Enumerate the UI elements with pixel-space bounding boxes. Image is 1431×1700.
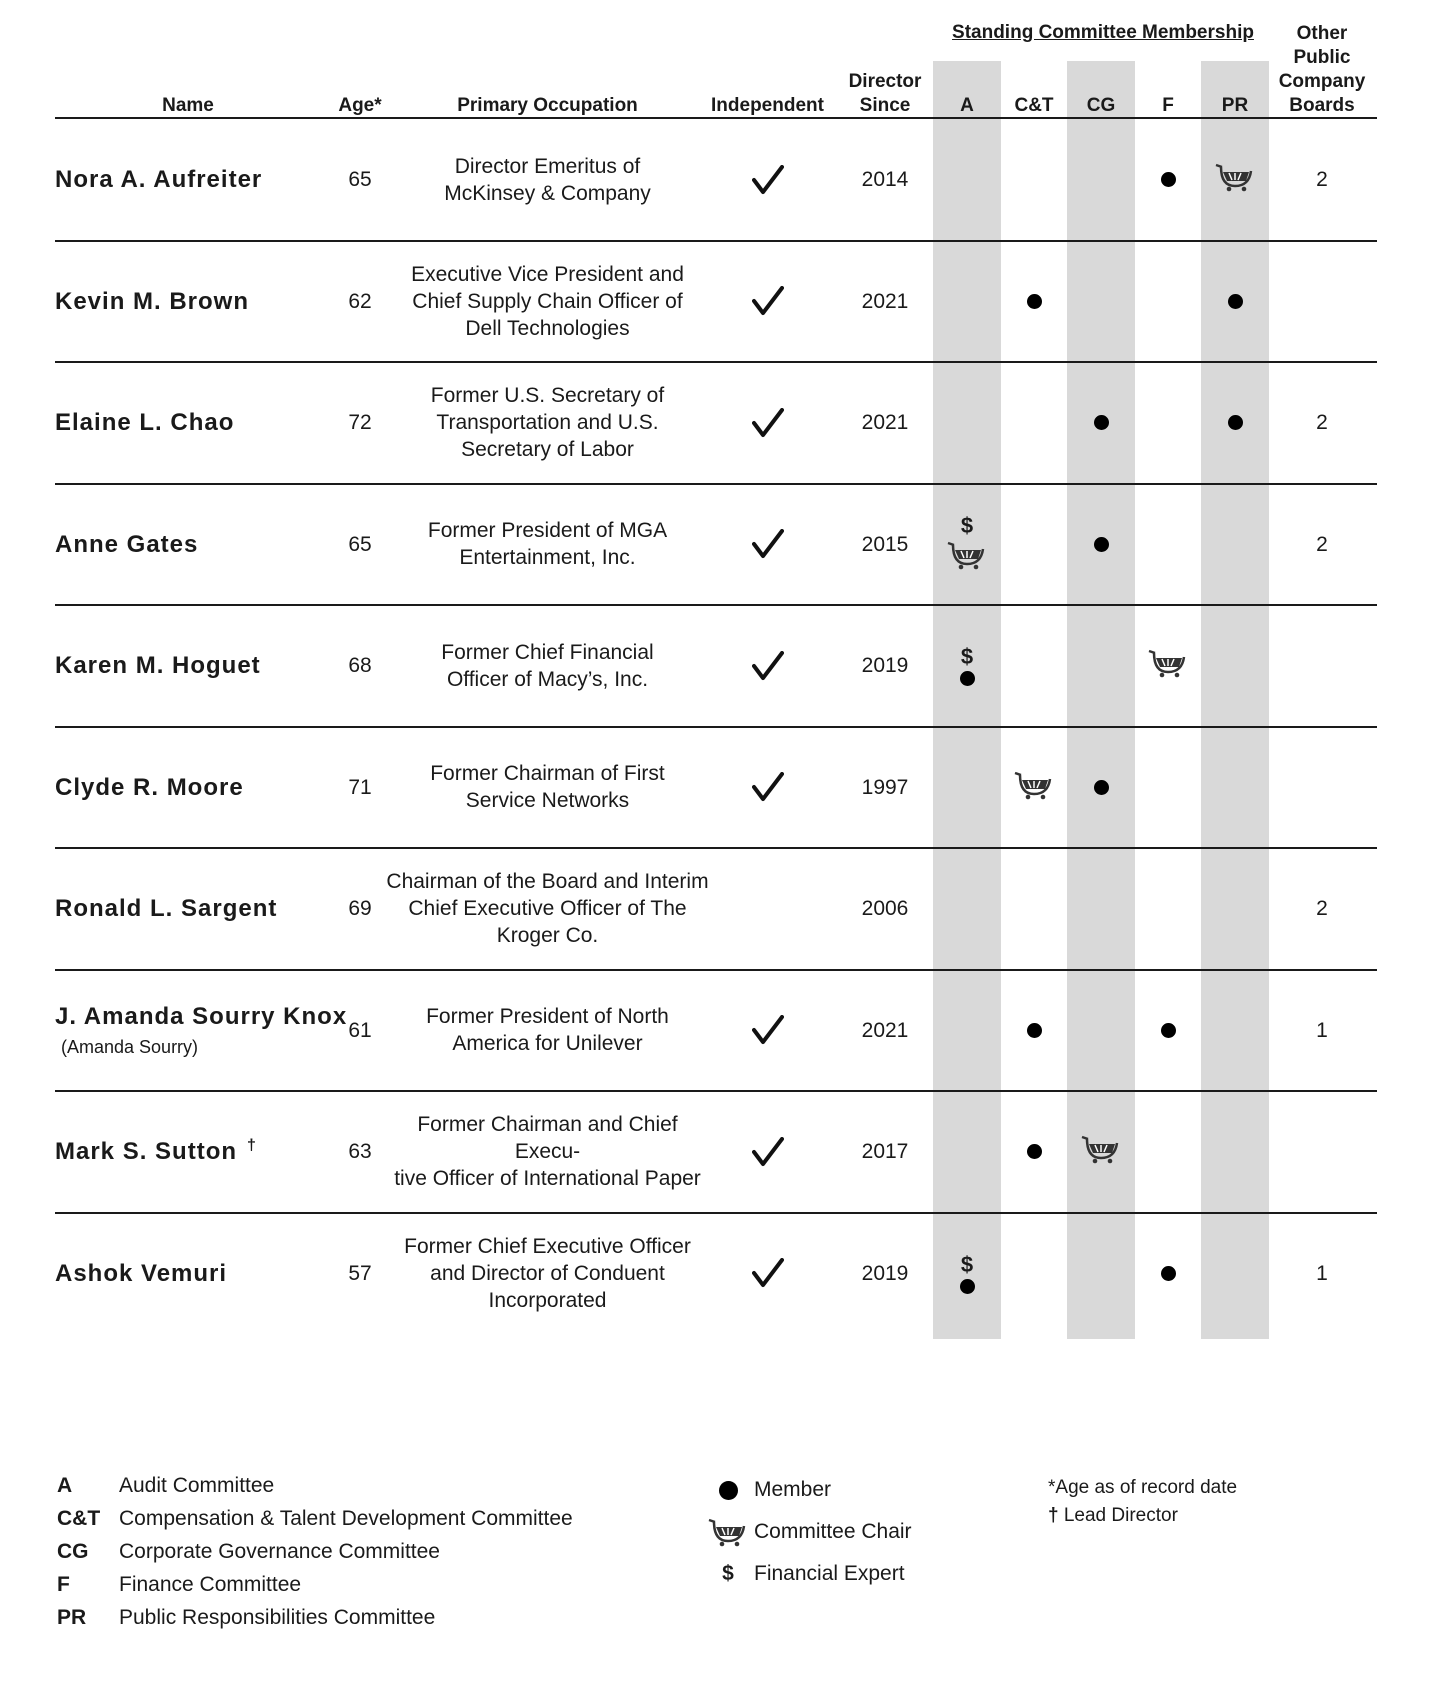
member-dot-icon <box>960 671 975 686</box>
director-name: Clyde R. Moore <box>55 773 244 801</box>
header-independent: Independent <box>711 95 824 116</box>
dollar-icon: $ <box>722 1562 734 1585</box>
legend-member: Member <box>702 1469 1002 1511</box>
other-boards-count: 2 <box>1316 532 1328 556</box>
director-row <box>0 970 1431 1092</box>
director-since: 2015 <box>861 532 909 556</box>
director-occupation: Executive Vice President and Chief Supply Chain Officer of Dell Technologies <box>411 262 684 340</box>
committee-cell-cg <box>1067 241 1135 363</box>
committee-cell-ct <box>1000 362 1068 484</box>
committee-cell-pr <box>1201 362 1269 484</box>
legend-item: A Audit Committee <box>57 1474 275 1497</box>
committee-cell-cg <box>1067 605 1135 727</box>
member-dot-icon <box>1094 780 1109 795</box>
director-age: 65 <box>348 168 372 192</box>
committee-cell-ct <box>1000 848 1068 970</box>
committee-legend <box>57 1469 677 1634</box>
committee-cell-cg <box>1067 1213 1135 1335</box>
committee-cell-f <box>1134 605 1202 727</box>
director-occupation: Former President of North America for Unilever <box>426 1005 669 1056</box>
director-age: 57 <box>348 1261 372 1285</box>
chair-icon <box>1148 648 1188 683</box>
committee-cell-f <box>1134 362 1202 484</box>
director-since: 2019 <box>861 1261 909 1285</box>
committee-cell-f <box>1134 848 1202 970</box>
director-since: 2006 <box>861 897 909 921</box>
director-age: 61 <box>348 1018 372 1042</box>
checkmark-icon <box>752 651 784 681</box>
header-f: F <box>1162 95 1174 116</box>
member-dot-icon <box>1094 415 1109 430</box>
lead-director-dagger: † <box>247 1137 257 1155</box>
age-note: *Age as of record date <box>1048 1477 1238 1498</box>
header-director-since: Director Since <box>848 71 922 116</box>
other-boards-count: 1 <box>1316 1261 1328 1285</box>
other-boards-count: 1 <box>1316 1018 1328 1042</box>
legend-item: CG Corporate Governance Committee <box>57 1540 440 1563</box>
committee-cell-ct <box>1000 1213 1068 1335</box>
director-occupation: Former Chief Financial Officer of Macy’s, Inc. <box>441 640 654 691</box>
member-dot-icon <box>1027 294 1042 309</box>
committee-cell-pr <box>1201 970 1269 1092</box>
member-dot-icon <box>1161 1023 1176 1038</box>
committee-cell-f <box>1134 727 1202 849</box>
director-age: 71 <box>348 775 372 799</box>
committee-cell-pr <box>1201 605 1269 727</box>
director-name: Ronald L. Sargent <box>55 895 278 923</box>
director-row <box>0 362 1431 484</box>
dollar-icon: $ <box>960 512 974 538</box>
director-name: Mark S. Sutton † <box>55 1137 257 1166</box>
chair-icon <box>1081 1134 1121 1169</box>
committee-cell-pr <box>1201 727 1269 849</box>
director-occupation: Director Emeritus of McKinsey & Company <box>444 154 651 205</box>
committee-cell-ct <box>1000 727 1068 849</box>
other-boards-count <box>1282 1091 1362 1213</box>
committee-cell-a <box>933 1091 1001 1213</box>
director-since: 2017 <box>861 1140 909 1164</box>
lead-director-note: † Lead Director <box>1048 1505 1178 1526</box>
committee-cell-f <box>1134 1213 1202 1335</box>
legend-chair: Committee Chair <box>702 1511 1002 1553</box>
director-since: 1997 <box>861 775 909 799</box>
independent-check <box>740 1091 795 1213</box>
director-occupation: Former President of MGA Entertainment, Inc. <box>427 519 668 570</box>
director-age: 63 <box>348 1140 372 1164</box>
committee-cell-cg <box>1067 484 1135 606</box>
director-since: 2021 <box>861 289 909 313</box>
member-dot-icon <box>1161 172 1176 187</box>
committee-cell-a <box>933 848 1001 970</box>
committee-cell-cg <box>1067 727 1135 849</box>
director-since: 2019 <box>861 654 909 678</box>
member-dot-icon <box>1228 294 1243 309</box>
chair-icon <box>1014 770 1054 805</box>
committee-cell-f <box>1134 970 1202 1092</box>
director-age: 65 <box>348 532 372 556</box>
dollar-icon: $ <box>960 1251 974 1277</box>
committee-cell-f <box>1134 119 1202 241</box>
director-row <box>0 484 1431 606</box>
dollar-icon: $ <box>960 644 974 670</box>
independent-check <box>740 970 795 1092</box>
checkmark-icon <box>752 1258 784 1288</box>
legend-item: PR Public Responsibilities Committee <box>57 1606 436 1629</box>
legend-expert: $ Financial Expert <box>702 1553 1002 1595</box>
director-name: Nora A. Aufreiter <box>55 166 263 194</box>
other-boards-count: 2 <box>1316 411 1328 435</box>
committee-cell-a <box>933 605 1001 727</box>
header-occupation: Primary Occupation <box>457 95 638 116</box>
member-dot-icon <box>1228 415 1243 430</box>
header-cg: CG <box>1086 95 1116 116</box>
director-name: Kevin M. Brown <box>55 287 250 315</box>
standing-committee-title: Standing Committee Membership <box>952 22 1254 43</box>
committee-cell-pr <box>1201 1213 1269 1335</box>
director-row <box>0 119 1431 241</box>
director-occupation: Chairman of the Board and Interim Chief Executive Officer of The Kroger Co. <box>386 870 709 948</box>
director-row <box>0 1213 1431 1335</box>
chair-icon <box>702 1517 754 1547</box>
director-row <box>0 1091 1431 1213</box>
committee-cell-pr <box>1201 1091 1269 1213</box>
legend-item: C&T Compensation & Talent Development Committee <box>57 1507 573 1530</box>
independent-check <box>740 484 795 606</box>
director-occupation: Former Chairman of First Service Networks <box>430 762 665 813</box>
committee-cell-cg <box>1067 1091 1135 1213</box>
independent-check <box>740 605 795 727</box>
director-occupation: Former Chairman and Chief Execu- tive Officer of International Paper <box>394 1113 701 1191</box>
member-dot-icon <box>960 1279 975 1294</box>
director-age: 69 <box>348 897 372 921</box>
independent-check <box>740 362 795 484</box>
director-row <box>0 727 1431 849</box>
director-alias: (Amanda Sourry) <box>61 1037 199 1058</box>
director-name: Anne Gates <box>55 530 199 558</box>
director-row <box>0 605 1431 727</box>
header-ct: C&T <box>1014 95 1054 116</box>
director-name: Karen M. Hoguet <box>55 652 261 680</box>
member-dot-icon <box>1027 1023 1042 1038</box>
member-dot-icon <box>1161 1266 1176 1281</box>
director-since: 2021 <box>861 411 909 435</box>
committee-cell-ct <box>1000 605 1068 727</box>
committee-cell-cg <box>1067 119 1135 241</box>
committee-cell-pr <box>1201 241 1269 363</box>
committee-cell-a <box>933 484 1001 606</box>
committee-cell-f <box>1134 241 1202 363</box>
committee-cell-pr <box>1201 848 1269 970</box>
director-since: 2014 <box>861 168 909 192</box>
other-boards-count: 2 <box>1316 897 1328 921</box>
committee-cell-a <box>933 1213 1001 1335</box>
committee-cell-pr <box>1201 119 1269 241</box>
chair-icon <box>1215 162 1255 197</box>
committee-cell-cg <box>1067 970 1135 1092</box>
committee-cell-a <box>933 362 1001 484</box>
member-dot-icon <box>719 1481 738 1500</box>
member-dot-icon <box>1027 1144 1042 1159</box>
independent-check <box>740 1213 795 1335</box>
footnotes <box>1048 1474 1348 1530</box>
independent-check <box>740 119 795 241</box>
committee-cell-cg <box>1067 848 1135 970</box>
director-name: Elaine L. Chao <box>55 409 235 437</box>
director-occupation: Former Chief Executive Officer and Director of Conduent Incorporated <box>404 1234 691 1312</box>
committee-cell-a <box>933 241 1001 363</box>
checkmark-icon <box>752 1015 784 1045</box>
independent-check <box>740 727 795 849</box>
director-age: 72 <box>348 411 372 435</box>
header-pr: PR <box>1221 95 1249 116</box>
committee-cell-ct <box>1000 1091 1068 1213</box>
director-occupation: Former U.S. Secretary of Transportation and U.S. Secretary of Labor <box>430 384 665 462</box>
checkmark-icon <box>752 408 784 438</box>
other-boards-count <box>1282 241 1362 363</box>
committee-cell-ct <box>1000 241 1068 363</box>
member-dot-icon <box>1094 537 1109 552</box>
other-boards-count: 2 <box>1316 168 1328 192</box>
header-a: A <box>960 95 974 116</box>
independent-check <box>740 848 795 970</box>
checkmark-icon <box>752 165 784 195</box>
committee-cell-pr <box>1201 484 1269 606</box>
checkmark-icon <box>752 529 784 559</box>
director-age: 62 <box>348 289 372 313</box>
committee-cell-ct <box>1000 484 1068 606</box>
checkmark-icon <box>752 772 784 802</box>
committee-cell-f <box>1134 484 1202 606</box>
chair-icon <box>947 540 987 575</box>
committee-cell-a <box>933 970 1001 1092</box>
director-name: J. Amanda Sourry Knox (Amanda Sourry) <box>55 970 357 1092</box>
independent-check <box>740 241 795 363</box>
committee-cell-a <box>933 119 1001 241</box>
director-name: Ashok Vemuri <box>55 1259 228 1287</box>
director-since: 2021 <box>861 1018 909 1042</box>
legend-item: F Finance Committee <box>57 1573 302 1596</box>
other-boards-count <box>1282 727 1362 849</box>
header-other-boards: Other Public Company Boards <box>1278 23 1366 116</box>
director-age: 68 <box>348 654 372 678</box>
committee-cell-a <box>933 727 1001 849</box>
checkmark-icon <box>752 286 784 316</box>
director-row <box>0 241 1431 363</box>
committee-cell-cg <box>1067 362 1135 484</box>
checkmark-icon <box>752 1137 784 1167</box>
symbol-legend <box>702 1469 1002 1595</box>
committee-cell-f <box>1134 1091 1202 1213</box>
other-boards-count <box>1282 605 1362 727</box>
committee-cell-ct <box>1000 119 1068 241</box>
header-name: Name <box>162 95 214 116</box>
director-row <box>0 848 1431 970</box>
header-age: Age* <box>338 95 382 116</box>
committee-cell-ct <box>1000 970 1068 1092</box>
